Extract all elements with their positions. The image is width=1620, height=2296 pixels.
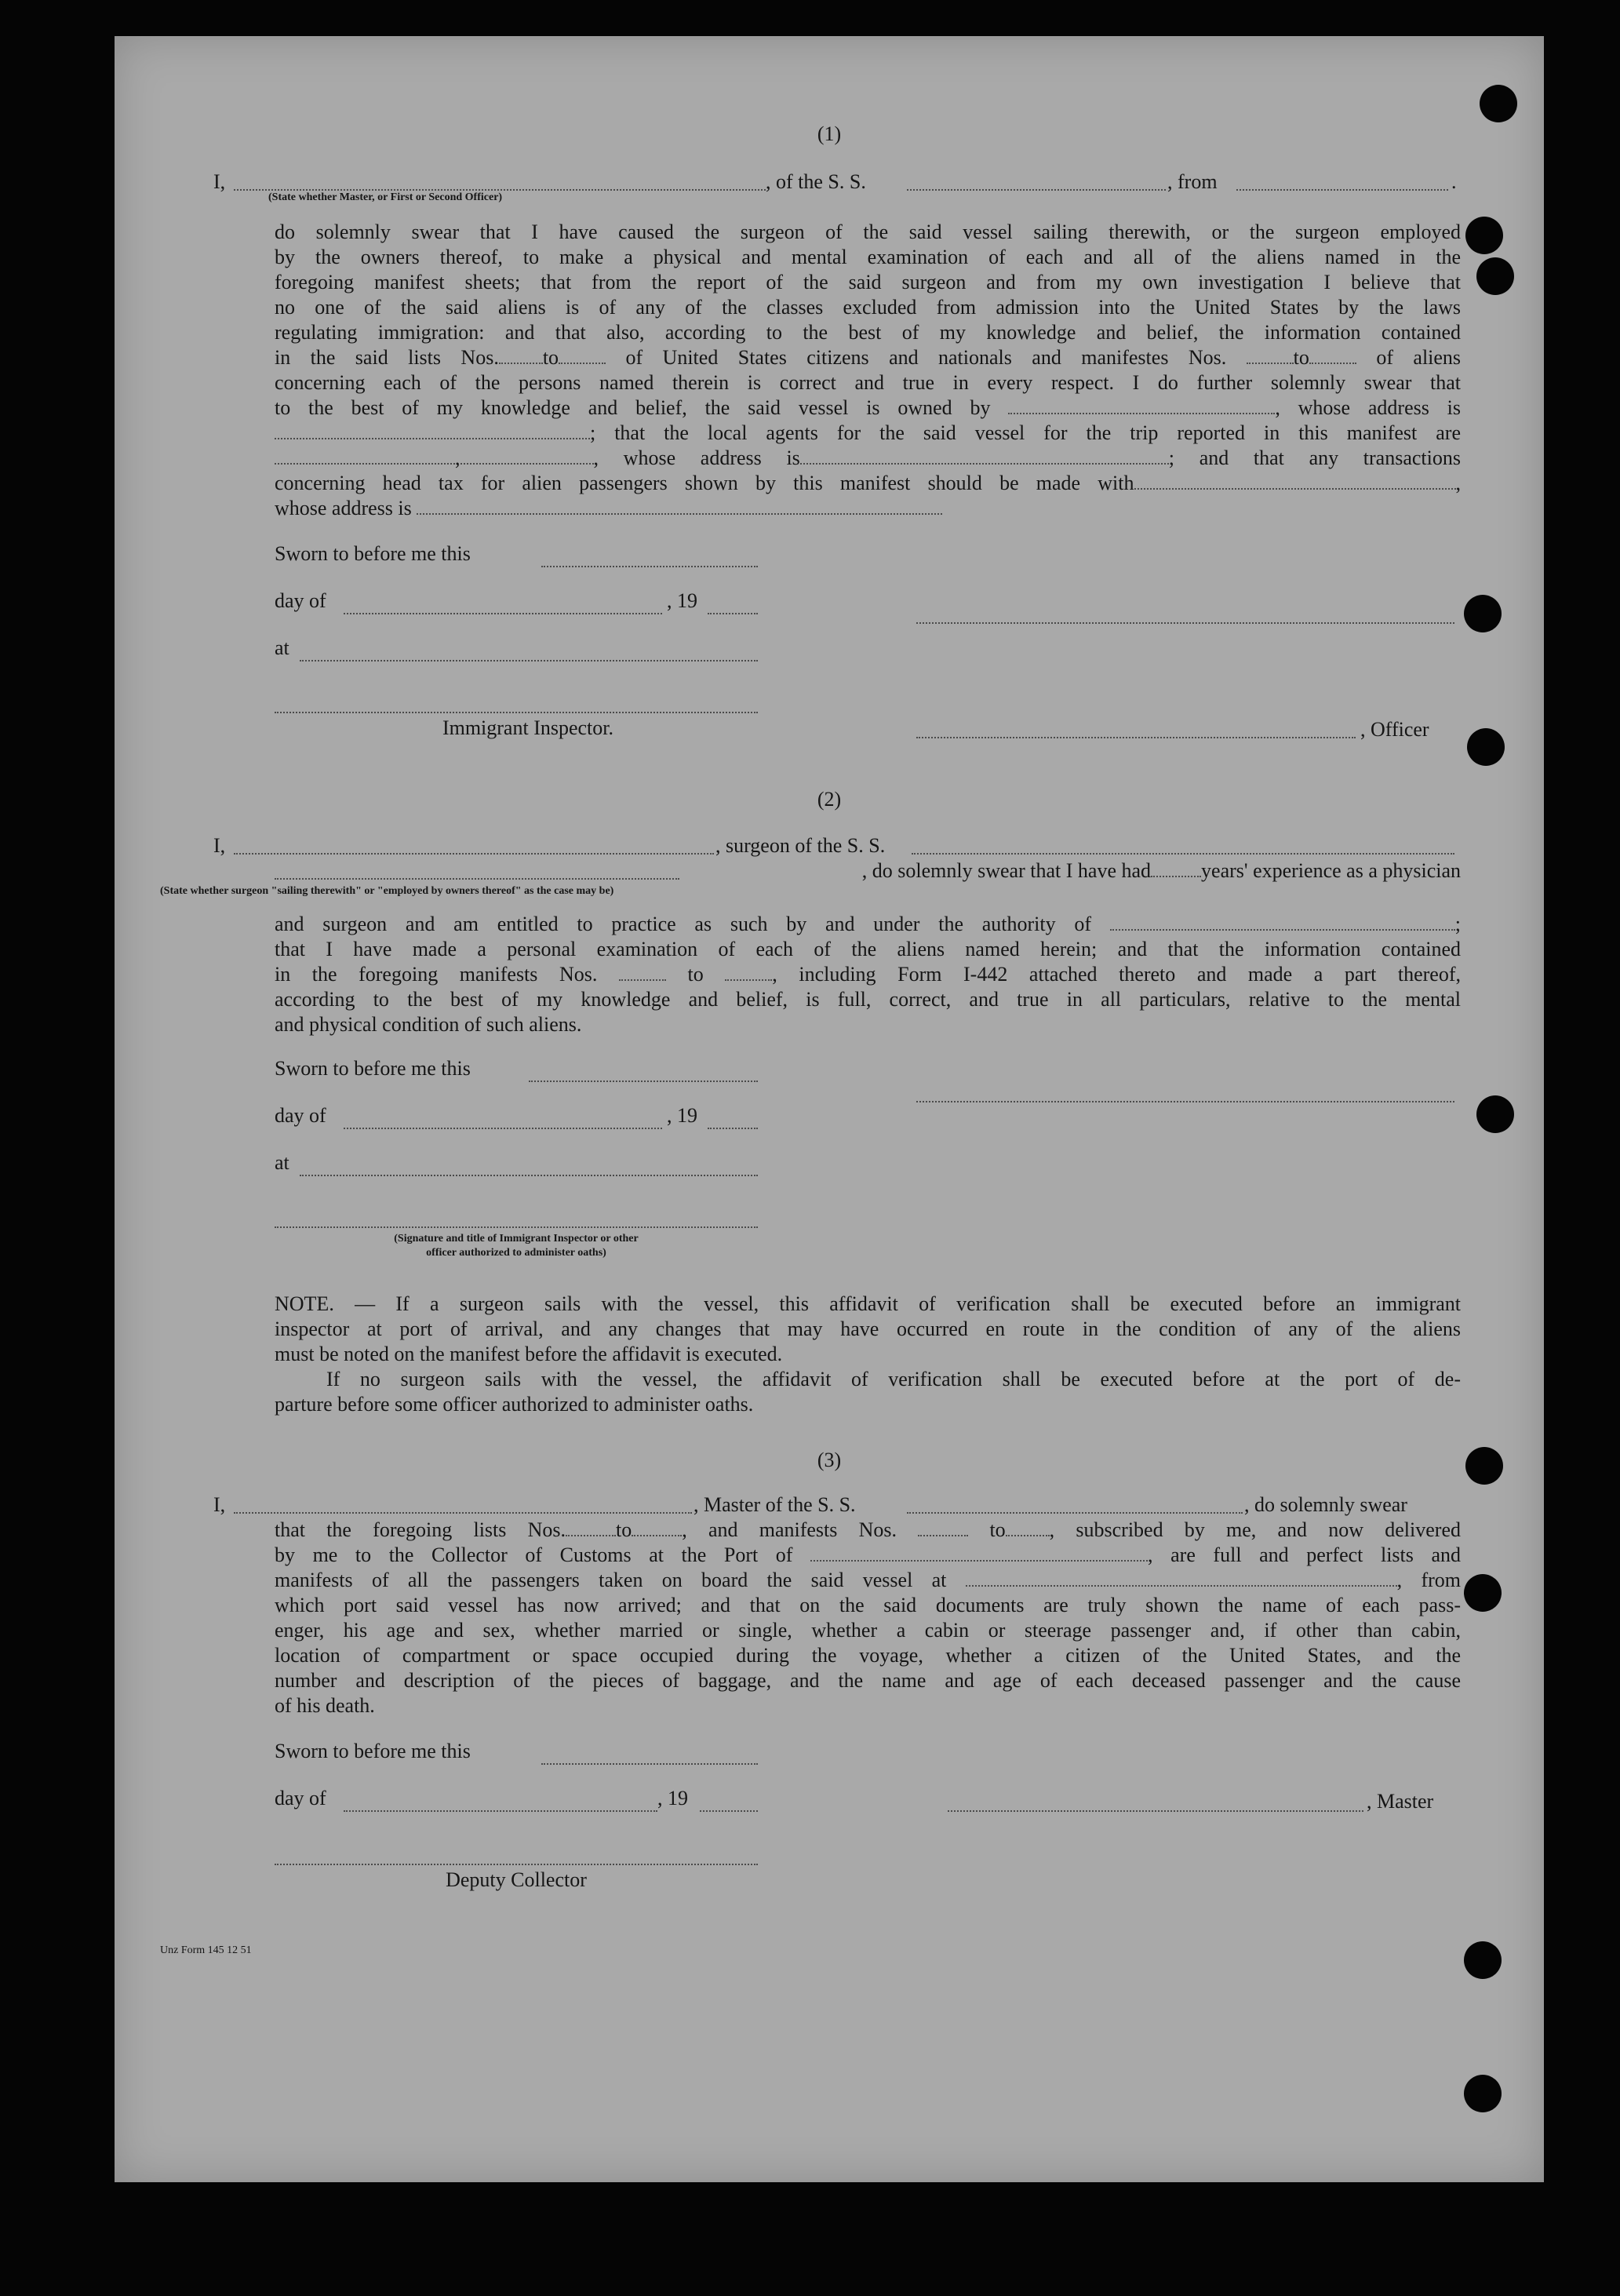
s2-l5-a: in the foregoing manifests Nos. [275,963,598,986]
s3-sworn-date-field[interactable] [541,1762,758,1765]
s1-owner-field[interactable] [1008,395,1275,414]
note-line-1-text: NOTE. — If a surgeon sails with the vessel, this affidavit of verification shall be executed before an immigrant [275,1292,1461,1315]
s2-inspector-signature-line[interactable] [275,1226,758,1228]
s3-list-to-field[interactable] [632,1518,682,1536]
s1-officer-name-field[interactable] [234,188,766,191]
s2-surgeon-name-field[interactable] [234,852,714,855]
s3-line-8: number and description of the pieces of baggage, and the name and age of each deceased passenger and the cause [275,1669,1461,1692]
s3-l3-a: by me to the Collector of Customs at the Port of [275,1543,793,1566]
s2-sailing-field[interactable] [275,877,679,880]
s2-at-place-field[interactable] [300,1174,758,1176]
s1-l6-b: to [542,346,559,369]
s1-l11-a: concerning head tax for alien passengers shown by this manifest should be made with [275,472,1134,494]
s3-l2-c: , and manifests Nos. [682,1518,897,1541]
s1-inspector-label: Immigrant Inspector. [442,716,613,739]
s2-year-label: , 19 [667,1104,697,1127]
s2-l3-a: and surgeon and am entitled to practice as such by and under the authority of [275,913,1092,935]
s1-i-label: I, [213,170,226,193]
punch-hole [1476,1095,1514,1133]
s1-line-9 [275,421,1461,446]
punch-hole [1464,1574,1502,1612]
punch-hole [1476,257,1514,295]
s1-from-label: , from [1167,170,1218,193]
s1-officer-hint: (State whether Master, or First or Second Officer) [268,191,503,203]
s2-vessel-name-field[interactable] [912,852,1454,855]
s1-sworn-date-field[interactable] [541,565,758,567]
s3-l4-b: , from [1396,1569,1462,1591]
s2-years-field[interactable] [1151,858,1201,877]
s2-sworn-label: Sworn to before me this [275,1057,471,1080]
s1-at-label: at [275,636,289,659]
s1-headtax-party-field[interactable] [1134,471,1456,490]
s1-agent-field-2[interactable] [461,446,594,465]
punch-hole [1465,1447,1503,1485]
s2-sworn-date-field[interactable] [529,1080,758,1082]
s3-sworn-label: Sworn to before me this [275,1740,471,1762]
s2-l5-b: to [687,963,704,986]
s1-dayof-label: day of [275,589,326,612]
s1-l6-a: in the said lists Nos. [275,346,499,369]
s3-master-name-field[interactable] [234,1511,692,1514]
punch-hole [1464,2075,1502,2112]
s3-year-label: , 19 [657,1787,688,1809]
s1-line-1: do solemnly swear that I have caused the surgeon of the said vessel sailing therewith, or the surgeon employed [275,220,1461,243]
s1-line-6 [275,345,1461,370]
s3-port-field[interactable] [810,1543,1148,1562]
s1-l8-b: , whose address is [1275,396,1462,419]
s1-owner-address-field[interactable] [275,421,590,439]
s3-boarding-port-field[interactable] [966,1568,1397,1587]
s1-inspector-signature-line[interactable] [275,711,758,713]
section-2-number: (2) [817,788,842,811]
s3-deputy-label: Deputy Collector [446,1868,587,1891]
s3-line-6: enger, his age and sex, whether married or single, whether a cabin or steerage passenger and, if other than cabin, [275,1619,1461,1642]
s2-line-4: that I have made a personal examination of each of the aliens named herein; and that the information contained [275,938,1461,960]
punch-hole [1464,595,1502,632]
s2-l2-a: , do solemnly swear that I have had [861,859,1152,882]
s1-line-7: concerning each of the persons named therein is correct and true in every respect. I do further solemnly swear that [275,371,1461,394]
s1-agent-field[interactable] [275,446,455,465]
footer-form-number: Unz Form 145 12 51 [160,1944,252,1956]
punch-hole [1467,728,1505,766]
s1-agent-address-field[interactable] [800,446,1169,465]
s1-sworn-label: Sworn to before me this [275,542,471,565]
s1-l6-d: to [1293,346,1309,369]
s1-l10-b: , whose address is [593,446,800,469]
s1-l12-a: whose address is [275,497,412,519]
s3-l3-b: , are full and perfect lists and [1148,1543,1461,1566]
s3-swear-label: , do solemnly swear [1244,1493,1407,1516]
s2-hint: (State whether surgeon "sailing therewith" or "employed by owners thereof" as the case may be) [160,885,614,897]
punch-hole [1464,1941,1502,1979]
s1-year-field[interactable] [708,612,758,614]
s3-line-2 [275,1518,1461,1543]
s1-list-to-field[interactable] [559,345,606,364]
note-line-2: inspector at port of arrival, and any changes that may have occurred en route in the condition of any of the aliens [275,1317,1461,1340]
s1-from-port-field[interactable] [1236,188,1448,191]
s3-master-signature-line[interactable] [948,1809,1363,1812]
s2-line-7: and physical condition of such aliens. [275,1013,582,1036]
s2-sig-caption-2: officer authorized to administer oaths) [426,1247,606,1259]
s2-manifest-from-field[interactable] [619,962,666,981]
section-1-number: (1) [817,122,842,145]
s1-period: . [1451,170,1457,193]
s2-l2-b: years' experience as a physician [1201,859,1461,882]
s1-l9-a: ; that the local agents for the said vessel for the trip reported in this manifest are [590,421,1461,444]
s2-sig-caption [275,1232,758,1260]
s1-manifest-to-field[interactable] [1309,345,1356,364]
punch-hole [1465,217,1503,254]
s3-l2-d: to [989,1518,1006,1541]
s1-line-11 [275,471,1461,496]
s1-headtax-address-field[interactable] [417,496,942,515]
s1-l10-c: ; and that any transactions [1168,446,1461,469]
s3-month-field[interactable] [344,1809,657,1812]
s2-l5-c: , including Form I-442 attached thereto and made a part thereof, [772,963,1461,986]
section-3-number: (3) [817,1449,842,1471]
note-line-5: parture before some officer authorized to administer oaths. [275,1393,754,1416]
s2-i-label: I, [213,834,226,857]
s3-line-9: of his death. [275,1694,375,1717]
s1-line-8 [275,395,1461,421]
s1-l6-e: of aliens [1376,346,1462,369]
s3-line-5: which port said vessel has now arrived; and that on the said documents are truly shown the name of each pass- [275,1594,1461,1616]
s2-manifest-to-field[interactable] [725,962,772,981]
s3-master-signature-label: , Master [1367,1790,1434,1813]
s2-sig-caption-1: (Signature and title of Immigrant Inspector or other [394,1233,639,1245]
s1-officer-signature-line[interactable] [916,736,1356,738]
s1-l8-a: to the best of my knowledge and belief, the said vessel is owned by [275,396,991,419]
s3-vessel-name-field[interactable] [907,1511,1243,1514]
s1-year-label: , 19 [667,589,697,612]
s2-at-label: at [275,1151,289,1174]
punch-hole [1480,85,1517,122]
s1-manifest-from-field[interactable] [1247,345,1294,364]
s2-surgeon-of-label: , surgeon of the S. S. [715,834,886,857]
s2-signature-line[interactable] [916,1100,1454,1102]
s1-line-5: regulating immigration: and that also, according to the best of my knowledge and belief, the information contained [275,321,1461,344]
s2-month-field[interactable] [344,1127,662,1129]
s2-line-5 [275,962,1461,987]
s3-l2-e: , subscribed by me, and now delivered [1049,1518,1461,1541]
s2-l3-b: ; [1454,913,1462,935]
s1-l11-b: , [1455,472,1461,494]
s1-month-field[interactable] [344,612,662,614]
s3-manifest-from-field[interactable] [918,1518,968,1536]
s2-line-6: according to the best of my knowledge and belief, is full, correct, and true in all particulars, relative to the mental [275,988,1461,1011]
s3-manifest-to-field[interactable] [1006,1518,1050,1536]
s3-line-4 [275,1568,1461,1593]
s3-i-label: I, [213,1493,226,1516]
s3-deputy-signature-line[interactable] [275,1863,758,1865]
note-line-3: must be noted on the manifest before the affidavit is executed. [275,1343,783,1365]
s1-vessel-name-field[interactable] [907,188,1166,191]
s1-line-12 [275,496,942,521]
s3-dayof-label: day of [275,1787,326,1809]
s1-l10-a: , [455,446,461,469]
s3-l2-a: that the foregoing lists Nos. [275,1518,566,1541]
s1-l6-c: of United States citizens and nationals and manifestes Nos. [625,346,1227,369]
s2-year-field[interactable] [708,1127,758,1129]
s3-line-3 [275,1543,1461,1568]
note-line-1 [213,1292,1461,1317]
s3-l2-b: to [616,1518,632,1541]
s2-dayof-label: day of [275,1104,326,1127]
s1-at-place-field[interactable] [300,659,758,661]
s3-l4-a: manifests of all the passengers taken on board the said vessel at [275,1569,947,1591]
s3-line-7: location of compartment or space occupied during the voyage, whether a citizen of the United States, and the [275,1644,1461,1667]
note-line-4: If no surgeon sails with the vessel, the affidavit of verification shall be executed before at the port of de- [326,1368,1461,1390]
s1-line-10 [275,446,1461,471]
s2-authority-field[interactable] [1110,912,1455,931]
s3-year-field[interactable] [700,1809,758,1812]
s2-line-2 [275,858,1461,884]
s1-line-4: no one of the said aliens is of any of the classes excluded from admission into the United States by the laws [275,296,1461,319]
s3-master-label: , Master of the S. S. [694,1493,856,1516]
s2-line-3 [275,912,1461,937]
s1-signature-line[interactable] [916,621,1454,624]
s1-officer-label: , Officer [1360,718,1429,741]
form-sheet [115,36,1544,2182]
s1-of-ss-label: , of the S. S. [766,170,866,193]
s1-line-2: by the owners thereof, to make a physical and mental examination of each and all of the aliens named in the [275,246,1461,268]
s3-list-from-field[interactable] [566,1518,616,1536]
s1-line-3: foregoing manifest sheets; that from the report of the said surgeon and from my own investigation I believe that [275,271,1461,293]
s1-list-from-field[interactable] [499,345,543,364]
